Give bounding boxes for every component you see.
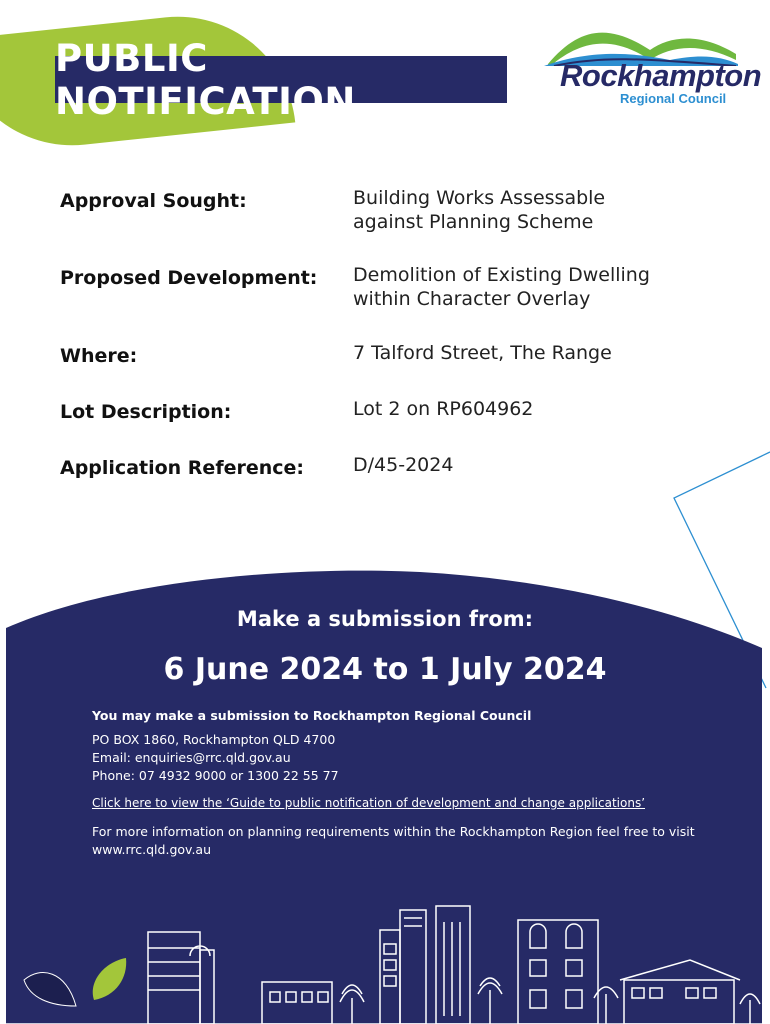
title-banner (55, 36, 507, 123)
submission-intro: You may make a submission to Rockhampton Regional Council (92, 708, 532, 723)
leaf-green-icon (86, 956, 130, 1002)
guide-link-wrap (92, 794, 722, 812)
contact-address: PO BOX 1860, Rockhampton QLD 4700 (92, 732, 336, 747)
contact-email: Email: enquiries@rrc.qld.gov.au (92, 750, 291, 765)
detail-value-line: Lot 2 on RP604962 (353, 398, 534, 420)
detail-label: Application Reference: (60, 457, 305, 479)
website-address: www.rrc.qld.gov.au (92, 842, 212, 857)
detail-value (353, 341, 683, 365)
guide-link[interactable]: Click here to view the ‘Guide to public notification of development and change applications’ (92, 796, 646, 810)
detail-label: Where: (60, 345, 138, 367)
detail-label: Approval Sought: (60, 190, 247, 212)
detail-label: Proposed Development: (60, 267, 318, 289)
submission-dates: 6 June 2024 to 1 July 2024 (163, 652, 607, 687)
detail-value-line: Building Works Assessable (353, 187, 606, 209)
detail-value (353, 186, 683, 234)
detail-value (353, 263, 683, 311)
detail-value-line: 7 Talford Street, The Range (353, 342, 612, 364)
contact-phone: Phone: 07 4932 9000 or 1300 22 55 77 (92, 768, 339, 783)
detail-value-line: Demolition of Existing Dwelling (353, 264, 650, 286)
detail-value-line: D/45-2024 (353, 454, 454, 476)
detail-value-line: against Planning Scheme (353, 211, 594, 233)
council-logo (540, 20, 762, 112)
submission-panel (0, 560, 770, 1024)
submission-heading: Make a submission from: (236, 607, 534, 631)
detail-value (353, 397, 683, 421)
page-title: PUBLIC NOTIFICATION (55, 36, 356, 123)
detail-label: Lot Description: (60, 401, 232, 423)
logo-subtitle: Regional Council (620, 91, 727, 106)
more-info-text: For more information on planning requirements within the Rockhampton Region feel free to visit (92, 824, 695, 839)
contact-details (92, 731, 722, 785)
detail-value-line: within Character Overlay (353, 288, 591, 310)
logo-wordmark: Rockhampton (560, 58, 762, 93)
leaf-navy-icon (20, 960, 80, 1010)
more-info (92, 823, 722, 859)
detail-value (353, 453, 683, 477)
